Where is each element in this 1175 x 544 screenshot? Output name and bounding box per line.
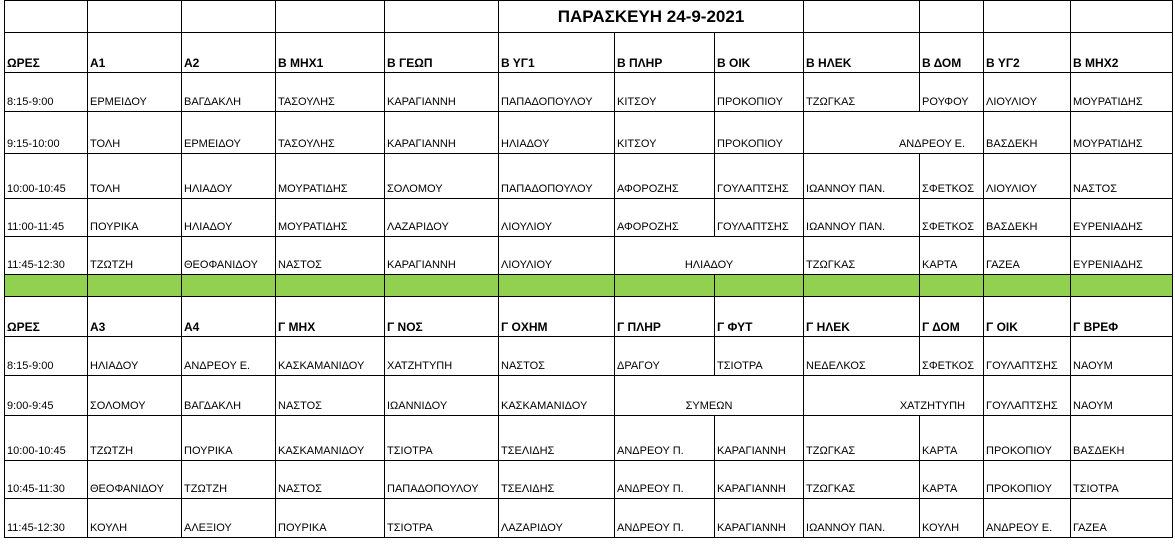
teacher-cell[interactable]: ΚΙΤΣΟΥ bbox=[615, 112, 715, 154]
class-column-header[interactable]: Γ ΠΛΗΡ bbox=[615, 297, 715, 337]
teacher-cell[interactable]: ΕΡΜΕΙΔΟΥ bbox=[88, 73, 182, 112]
spreadsheet-cell[interactable] bbox=[276, 1, 385, 33]
teacher-cell[interactable]: ΙΩΑΝΝΟΥ ΠΑΝ. bbox=[804, 499, 920, 538]
class-column-header[interactable]: Α3 bbox=[88, 297, 182, 337]
separator-cell[interactable] bbox=[715, 275, 804, 297]
table-row bbox=[5, 73, 1173, 112]
title-row bbox=[5, 1, 1173, 33]
teacher-cell[interactable]: ΔΡΑΓΟΥ bbox=[615, 337, 715, 376]
separator-cell[interactable] bbox=[804, 275, 920, 297]
teacher-cell[interactable]: ΛΙΟΥΛΙΟΥ bbox=[499, 199, 615, 237]
teacher-cell[interactable]: ΠΡΟΚΟΠΙΟΥ bbox=[715, 112, 804, 154]
separator-cell[interactable] bbox=[920, 275, 984, 297]
merged-teacher-cell[interactable]: ΣΥΜΕΩΝ bbox=[615, 376, 804, 416]
teacher-cell[interactable]: ΠΡΟΚΟΠΙΟΥ bbox=[984, 416, 1071, 461]
teacher-cell[interactable]: ΣΟΛΟΜΟΥ bbox=[385, 154, 499, 199]
separator-cell[interactable] bbox=[182, 275, 276, 297]
teacher-cell[interactable]: ΒΑΓΔΑΚΛΗ bbox=[182, 376, 276, 416]
table-row bbox=[5, 154, 1173, 199]
schedule-sheet bbox=[4, 0, 1173, 538]
teacher-cell[interactable]: ΠΑΠΑΔΟΠΟΥΛΟΥ bbox=[499, 154, 615, 199]
teacher-cell[interactable]: ΚΑΡΤΑ bbox=[920, 237, 984, 275]
teacher-cell[interactable]: ΚΑΡΤΑ bbox=[920, 416, 984, 461]
teacher-cell[interactable]: ΛΙΟΥΛΙΟΥ bbox=[984, 73, 1071, 112]
teacher-cell[interactable]: ΠΟΥΡΙΚΑ bbox=[88, 199, 182, 237]
hours-column-header[interactable]: ΩΡΕΣ bbox=[5, 33, 88, 73]
teacher-cell[interactable]: ΤΖΩΤΖΗ bbox=[88, 416, 182, 461]
class-column-header[interactable]: Γ ΦΥΤ bbox=[715, 297, 804, 337]
separator-cell[interactable] bbox=[385, 275, 499, 297]
teacher-cell[interactable]: ΤΖΩΤΖΗ bbox=[88, 237, 182, 275]
teacher-cell[interactable]: ΤΑΣΟΥΛΗΣ bbox=[276, 112, 385, 154]
teacher-cell[interactable]: ΛΑΖΑΡΙΔΟΥ bbox=[499, 499, 615, 538]
section2-header-row bbox=[5, 297, 1173, 337]
time-slot-cell[interactable]: 8:15-9:00 bbox=[5, 73, 88, 112]
table-row bbox=[5, 199, 1173, 237]
teacher-cell[interactable]: ΛΑΖΑΡΙΔΟΥ bbox=[385, 199, 499, 237]
class-column-header[interactable]: Γ ΔΟΜ bbox=[920, 297, 984, 337]
class-column-header[interactable]: Β ΗΛΕΚ bbox=[804, 33, 920, 73]
hours-column-header[interactable]: ΩΡΕΣ bbox=[5, 297, 88, 337]
separator-cell[interactable] bbox=[5, 275, 88, 297]
teacher-cell[interactable]: ΗΛΙΑΔΟΥ bbox=[182, 199, 276, 237]
teacher-cell[interactable]: ΓΑΖΕΑ bbox=[984, 237, 1071, 275]
teacher-cell[interactable]: ΓΟΥΛΑΠΤΣΗΣ bbox=[715, 154, 804, 199]
separator-cell[interactable] bbox=[88, 275, 182, 297]
teacher-cell[interactable]: ΣΦΕΤΚΟΣ bbox=[920, 154, 984, 199]
teacher-cell[interactable]: ΤΟΛΗ bbox=[88, 154, 182, 199]
teacher-cell[interactable]: ΛΙΟΥΛΙΟΥ bbox=[499, 237, 615, 275]
teacher-cell[interactable]: ΚΑΡΑΓΙΑΝΝΗ bbox=[715, 461, 804, 499]
teacher-cell[interactable]: ΚΑΣΚΑΜΑΝΙΔΟΥ bbox=[276, 416, 385, 461]
teacher-cell[interactable]: ΤΣΙΟΤΡΑ bbox=[385, 499, 499, 538]
teacher-cell[interactable]: ΣΦΕΤΚΟΣ bbox=[920, 337, 984, 376]
spreadsheet-cell[interactable] bbox=[984, 1, 1071, 33]
teacher-cell[interactable]: ΝΑΣΤΟΣ bbox=[1071, 154, 1173, 199]
teacher-cell[interactable]: ΝΑΣΤΟΣ bbox=[276, 461, 385, 499]
teacher-cell[interactable]: ΚΑΡΤΑ bbox=[920, 461, 984, 499]
teacher-cell[interactable]: ΙΩΑΝΝΟΥ ΠΑΝ. bbox=[804, 154, 920, 199]
teacher-cell[interactable]: ΓΑΖΕΑ bbox=[1071, 499, 1173, 538]
time-slot-cell[interactable]: 11:45-12:30 bbox=[5, 499, 88, 538]
teacher-cell[interactable]: ΑΝΔΡΕΟΥ Π. bbox=[615, 461, 715, 499]
class-column-header[interactable]: Β ΥΓ2 bbox=[984, 33, 1071, 73]
spreadsheet-cell[interactable] bbox=[385, 1, 499, 33]
merged-teacher-cell[interactable]: ΧΑΤΖΗΤΥΠΗ bbox=[804, 376, 984, 416]
class-column-header[interactable]: Α1 bbox=[88, 33, 182, 73]
teacher-cell[interactable]: ΛΙΟΥΛΙΟΥ bbox=[984, 154, 1071, 199]
teacher-cell[interactable]: ΑΛΕΞΙΟΥ bbox=[182, 499, 276, 538]
separator-cell[interactable] bbox=[499, 275, 615, 297]
time-slot-cell[interactable]: 9:00-9:45 bbox=[5, 376, 88, 416]
teacher-cell[interactable]: ΚΑΣΚΑΜΑΝΙΔΟΥ bbox=[276, 337, 385, 376]
separator-cell[interactable] bbox=[276, 275, 385, 297]
teacher-cell[interactable]: ΒΑΓΔΑΚΛΗ bbox=[182, 73, 276, 112]
sheet-title[interactable]: ΠΑΡΑΣΚΕΥΗ 24-9-2021 bbox=[499, 1, 804, 33]
teacher-cell[interactable]: ΚΑΡΑΓΙΑΝΝΗ bbox=[385, 73, 499, 112]
teacher-cell[interactable]: ΤΖΩΓΚΑΣ bbox=[804, 237, 920, 275]
teacher-cell[interactable]: ΠΑΠΑΔΟΠΟΥΛΟΥ bbox=[385, 461, 499, 499]
teacher-cell[interactable]: ΝΑΟΥΜ bbox=[1071, 337, 1173, 376]
merged-teacher-cell[interactable]: ΗΛΙΑΔΟΥ bbox=[615, 237, 804, 275]
teacher-cell[interactable]: ΚΑΡΑΓΙΑΝΝΗ bbox=[385, 112, 499, 154]
teacher-cell[interactable]: ΓΟΥΛΑΠΤΣΗΣ bbox=[715, 199, 804, 237]
table-row bbox=[5, 416, 1173, 461]
table-row bbox=[5, 461, 1173, 499]
class-column-header[interactable]: Γ ΜΗΧ bbox=[276, 297, 385, 337]
teacher-cell[interactable]: ΤΣΕΛΙΔΗΣ bbox=[499, 461, 615, 499]
separator-cell[interactable] bbox=[984, 275, 1071, 297]
teacher-cell[interactable]: ΤΟΛΗ bbox=[88, 112, 182, 154]
class-column-header[interactable]: Γ ΟΙΚ bbox=[984, 297, 1071, 337]
class-column-header[interactable]: Γ ΗΛΕΚ bbox=[804, 297, 920, 337]
teacher-cell[interactable]: ΚΟΥΛΗ bbox=[920, 499, 984, 538]
separator-cell[interactable] bbox=[615, 275, 715, 297]
time-slot-cell[interactable]: 9:15-10:00 bbox=[5, 112, 88, 154]
teacher-cell[interactable]: ΠΑΠΑΔΟΠΟΥΛΟΥ bbox=[499, 73, 615, 112]
teacher-cell[interactable]: ΜΟΥΡΑΤΙΔΗΣ bbox=[276, 154, 385, 199]
teacher-cell[interactable]: ΘΕΟΦΑΝΙΔΟΥ bbox=[88, 461, 182, 499]
time-slot-cell[interactable]: 10:00-10:45 bbox=[5, 416, 88, 461]
teacher-cell[interactable]: ΝΑΣΤΟΣ bbox=[276, 237, 385, 275]
section1-header-row bbox=[5, 33, 1173, 73]
teacher-cell[interactable]: ΙΩΑΝΝΙΔΟΥ bbox=[385, 376, 499, 416]
teacher-cell[interactable]: ΝΑΟΥΜ bbox=[1071, 376, 1173, 416]
teacher-cell[interactable]: ΑΝΔΡΕΟΥ Ε. bbox=[984, 499, 1071, 538]
teacher-cell[interactable]: ΚΑΡΑΓΙΑΝΝΗ bbox=[715, 499, 804, 538]
teacher-cell[interactable]: ΠΟΥΡΙΚΑ bbox=[182, 416, 276, 461]
time-slot-cell[interactable]: 8:15-9:00 bbox=[5, 337, 88, 376]
teacher-cell[interactable]: ΤΖΩΤΖΗ bbox=[182, 461, 276, 499]
teacher-cell[interactable]: ΜΟΥΡΑΤΙΔΗΣ bbox=[1071, 112, 1173, 154]
class-column-header[interactable]: Α4 bbox=[182, 297, 276, 337]
class-column-header[interactable]: Β ΟΙΚ bbox=[715, 33, 804, 73]
teacher-cell[interactable]: ΣΟΛΟΜΟΥ bbox=[88, 376, 182, 416]
teacher-cell[interactable]: ΠΡΟΚΟΠΙΟΥ bbox=[984, 461, 1071, 499]
teacher-cell[interactable]: ΤΣΕΛΙΔΗΣ bbox=[499, 416, 615, 461]
teacher-cell[interactable]: ΝΕΔΕΛΚΟΣ bbox=[804, 337, 920, 376]
teacher-cell[interactable]: ΚΙΤΣΟΥ bbox=[615, 73, 715, 112]
teacher-cell[interactable]: ΕΡΜΕΙΔΟΥ bbox=[182, 112, 276, 154]
class-column-header[interactable]: Β ΜΗΧ1 bbox=[276, 33, 385, 73]
teacher-cell[interactable]: ΤΖΩΓΚΑΣ bbox=[804, 73, 920, 112]
teacher-cell[interactable]: ΑΝΔΡΕΟΥ Π. bbox=[615, 499, 715, 538]
class-column-header[interactable]: Β ΔΟΜ bbox=[920, 33, 984, 73]
teacher-cell[interactable]: ΙΩΑΝΝΟΥ ΠΑΝ. bbox=[804, 199, 920, 237]
class-column-header[interactable]: Γ ΝΟΣ bbox=[385, 297, 499, 337]
class-column-header[interactable]: Γ ΒΡΕΦ bbox=[1071, 297, 1173, 337]
teacher-cell[interactable]: ΓΟΥΛΑΠΤΣΗΣ bbox=[984, 337, 1071, 376]
spreadsheet-cell[interactable] bbox=[804, 1, 920, 33]
teacher-cell[interactable]: ΜΟΥΡΑΤΙΔΗΣ bbox=[276, 199, 385, 237]
teacher-cell[interactable]: ΑΝΔΡΕΟΥ Π. bbox=[615, 416, 715, 461]
class-column-header[interactable]: Γ ΟΧΗΜ bbox=[499, 297, 615, 337]
time-slot-cell[interactable]: 11:00-11:45 bbox=[5, 199, 88, 237]
time-slot-cell[interactable]: 10:00-10:45 bbox=[5, 154, 88, 199]
teacher-cell[interactable]: ΡΟΥΦΟΥ bbox=[920, 73, 984, 112]
class-column-header[interactable]: Β ΓΕΩΠ bbox=[385, 33, 499, 73]
spreadsheet-cell[interactable] bbox=[5, 1, 88, 33]
teacher-cell[interactable]: ΒΑΣΔΕΚΗ bbox=[984, 199, 1071, 237]
table-row bbox=[5, 112, 1173, 154]
teacher-cell[interactable]: ΤΣΙΟΤΡΑ bbox=[1071, 461, 1173, 499]
separator-row bbox=[5, 275, 1173, 297]
teacher-cell[interactable]: ΧΑΤΖΗΤΥΠΗ bbox=[385, 337, 499, 376]
teacher-cell[interactable]: ΤΑΣΟΥΛΗΣ bbox=[276, 73, 385, 112]
merged-teacher-cell[interactable]: ΑΝΔΡΕΟΥ Ε. bbox=[804, 112, 984, 154]
teacher-cell[interactable]: ΜΟΥΡΑΤΙΔΗΣ bbox=[1071, 73, 1173, 112]
teacher-cell[interactable]: ΑΦΟΡΟΖΗΣ bbox=[615, 199, 715, 237]
teacher-cell[interactable]: ΚΟΥΛΗ bbox=[88, 499, 182, 538]
teacher-cell[interactable]: ΒΑΣΔΕΚΗ bbox=[984, 112, 1071, 154]
teacher-cell[interactable]: ΝΑΣΤΟΣ bbox=[499, 337, 615, 376]
time-slot-cell[interactable]: 11:45-12:30 bbox=[5, 237, 88, 275]
teacher-cell[interactable]: ΚΑΡΑΓΙΑΝΝΗ bbox=[715, 416, 804, 461]
class-column-header[interactable]: Α2 bbox=[182, 33, 276, 73]
teacher-cell[interactable]: ΤΖΩΓΚΑΣ bbox=[804, 461, 920, 499]
teacher-cell[interactable]: ΕΥΡΕΝΙΑΔΗΣ bbox=[1071, 237, 1173, 275]
class-column-header[interactable]: Β ΠΛΗΡ bbox=[615, 33, 715, 73]
teacher-cell[interactable]: ΚΑΣΚΑΜΑΝΙΔΟΥ bbox=[499, 376, 615, 416]
teacher-cell[interactable]: ΗΛΙΑΔΟΥ bbox=[88, 337, 182, 376]
teacher-cell[interactable]: ΚΑΡΑΓΙΑΝΝΗ bbox=[385, 237, 499, 275]
table-row bbox=[5, 337, 1173, 376]
spreadsheet-cell[interactable] bbox=[88, 1, 182, 33]
teacher-cell[interactable]: ΑΦΟΡΟΖΗΣ bbox=[615, 154, 715, 199]
teacher-cell[interactable]: ΝΑΣΤΟΣ bbox=[276, 376, 385, 416]
teacher-cell[interactable]: ΕΥΡΕΝΙΑΔΗΣ bbox=[1071, 199, 1173, 237]
separator-cell[interactable] bbox=[1071, 275, 1173, 297]
class-column-header[interactable]: Β ΥΓ1 bbox=[499, 33, 615, 73]
teacher-cell[interactable]: ΣΦΕΤΚΟΣ bbox=[920, 199, 984, 237]
table-row bbox=[5, 237, 1173, 275]
table-row bbox=[5, 376, 1173, 416]
spreadsheet-cell[interactable] bbox=[182, 1, 276, 33]
teacher-cell[interactable]: ΤΣΙΟΤΡΑ bbox=[715, 337, 804, 376]
teacher-cell[interactable]: ΒΑΣΔΕΚΗ bbox=[1071, 416, 1173, 461]
teacher-cell[interactable]: ΓΟΥΛΑΠΤΣΗΣ bbox=[984, 376, 1071, 416]
teacher-cell[interactable]: ΠΟΥΡΙΚΑ bbox=[276, 499, 385, 538]
spreadsheet-cell[interactable] bbox=[920, 1, 984, 33]
spreadsheet-cell[interactable] bbox=[1071, 1, 1173, 33]
table-row bbox=[5, 499, 1173, 538]
teacher-cell[interactable]: ΤΣΙΟΤΡΑ bbox=[385, 416, 499, 461]
class-column-header[interactable]: Β ΜΗΧ2 bbox=[1071, 33, 1173, 73]
teacher-cell[interactable]: ΗΛΙΑΔΟΥ bbox=[499, 112, 615, 154]
time-slot-cell[interactable]: 10:45-11:30 bbox=[5, 461, 88, 499]
teacher-cell[interactable]: ΑΝΔΡΕΟΥ Ε. bbox=[182, 337, 276, 376]
teacher-cell[interactable]: ΤΖΩΓΚΑΣ bbox=[804, 416, 920, 461]
teacher-cell[interactable]: ΠΡΟΚΟΠΙΟΥ bbox=[715, 73, 804, 112]
teacher-cell[interactable]: ΗΛΙΑΔΟΥ bbox=[182, 154, 276, 199]
teacher-cell[interactable]: ΘΕΟΦΑΝΙΔΟΥ bbox=[182, 237, 276, 275]
